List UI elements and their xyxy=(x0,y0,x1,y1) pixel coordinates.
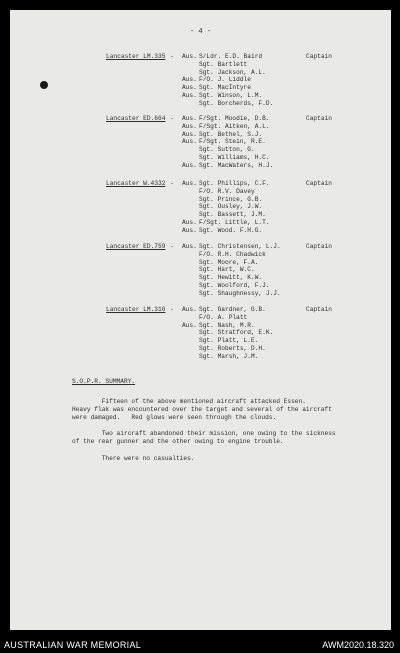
crew-member-name: Sgt. MacIntyre xyxy=(199,84,251,92)
crew-row xyxy=(106,243,366,251)
crew-member-name: Sgt. MacWaters, H.J. xyxy=(199,161,274,169)
crew-row xyxy=(106,282,366,290)
nationality: Aus. xyxy=(182,321,197,329)
crew-member-name: Sgt. Moore, F.A. xyxy=(199,258,259,266)
page-number: - 4 - xyxy=(189,28,211,36)
captain-label: Captain xyxy=(306,306,332,313)
crew-member-name: Sgt. Hart, W.C. xyxy=(199,266,255,274)
crew-row xyxy=(106,329,366,337)
captain-label: Captain xyxy=(306,243,332,250)
crew-row xyxy=(106,188,366,196)
crew-member-name: Sgt. Marsh, J.M. xyxy=(199,352,259,360)
crew-member-name: Sgt. Shaughnessy, J.J. xyxy=(199,289,281,297)
crew-block xyxy=(106,243,366,298)
crew-member-name: Sgt. Wood. F.H.G. xyxy=(199,226,263,234)
crew-row xyxy=(106,84,366,92)
aircraft-label: Lancaster ED.664 xyxy=(106,115,166,122)
punch-hole xyxy=(40,81,48,89)
crew-row xyxy=(106,227,366,235)
aircraft-label: Lancaster LM.316 xyxy=(106,306,166,313)
crew-member-name: F/O. R.H. Chadwick xyxy=(199,250,266,258)
crew-row xyxy=(106,337,366,345)
crew-block xyxy=(106,180,366,235)
aircraft-label: Lancaster ED.759 xyxy=(106,243,166,250)
crew-row xyxy=(106,211,366,219)
nationality: Aus. xyxy=(182,138,197,146)
nationality: Aus. xyxy=(182,218,197,226)
nationality: Aus. xyxy=(182,53,197,60)
crew-block xyxy=(106,115,366,170)
crew-member-name: Sgt. Nash, M.R. xyxy=(199,321,255,329)
crew-member-name: Sgt. Bassett, J.M. xyxy=(199,211,266,219)
crew-row xyxy=(106,92,366,100)
nationality: Aus. xyxy=(182,122,197,130)
crew-row xyxy=(106,274,366,282)
summary-paragraph-1: Fifteen of the above mentioned aircraft attacked Essen. Heavy flak was encountered over the target and several of the aircraft were damaged. Red glows were seen through the clouds. xyxy=(72,398,332,421)
crew-row xyxy=(106,76,366,84)
crew-member-name: Sgt. Prince, G.B. xyxy=(199,195,263,203)
crew-block xyxy=(106,53,366,108)
crew-row xyxy=(106,219,366,227)
nationality: Aus. xyxy=(182,91,197,99)
captain-label: Captain xyxy=(306,180,332,187)
crew-row xyxy=(106,53,366,61)
crew-row xyxy=(106,180,366,188)
crew-member-name: Sgt. Woolford, F.J. xyxy=(199,281,270,289)
nationality: Aus. xyxy=(182,180,197,187)
footer-institution: AUSTRALIAN WAR MEMORIAL xyxy=(4,640,142,650)
crew-row xyxy=(106,266,366,274)
summary-paragraph-2: Two aircraft abandoned their mission, one owing to the sickness of the rear gunner and the other owing to engine trouble. xyxy=(72,430,336,445)
crew-row xyxy=(106,290,366,298)
nationality: Aus. xyxy=(182,76,197,84)
crew-row xyxy=(106,306,366,314)
crew-member-name: Sgt. Stratford, E.K. xyxy=(199,329,274,337)
crew-member-name: Sgt. Bartlett xyxy=(199,60,248,68)
crew-member-name: Sgt. Roberts, D.H. xyxy=(199,344,266,352)
footer-accession-number: AWM2020.18.320 xyxy=(322,640,394,650)
nationality: Aus. xyxy=(182,130,197,138)
crew-member-name: Sgt. Gardner, G.B. xyxy=(199,306,266,313)
crew-row xyxy=(106,154,366,162)
crew-member-name: F/Sgt. Stein, R.E. xyxy=(199,138,266,146)
crew-member-name: Sgt. Bethel, S.J. xyxy=(199,130,263,138)
crew-row xyxy=(106,115,366,123)
dash: - xyxy=(170,306,174,313)
nationality: Aus. xyxy=(182,243,197,250)
crew-row xyxy=(106,353,366,361)
document-page xyxy=(10,10,391,630)
aircraft-label: Lancaster LM.335 xyxy=(106,53,166,60)
crew-member-name: Sgt. Williams, H.C. xyxy=(199,153,270,161)
crew-member-name: Sgt. Sutton, G. xyxy=(199,146,255,154)
dash: - xyxy=(170,115,174,122)
crew-row xyxy=(106,203,366,211)
nationality: Aus. xyxy=(182,226,197,234)
crew-member-name: Sgt. Winson, L.M. xyxy=(199,91,263,99)
crew-row xyxy=(106,251,366,259)
captain-label: Captain xyxy=(306,115,332,122)
crew-row xyxy=(106,146,366,154)
crew-member-name: F/Sgt. Little, L.T. xyxy=(199,218,270,226)
captain-label: Captain xyxy=(306,53,332,60)
dash: - xyxy=(170,53,174,60)
crew-row xyxy=(106,138,366,146)
dash: - xyxy=(170,243,174,250)
nationality: Aus. xyxy=(182,84,197,92)
crew-row xyxy=(106,61,366,69)
crew-member-name: Sgt. Christensen, L.J. xyxy=(199,243,281,250)
crew-row xyxy=(106,345,366,353)
crew-member-name: F/O. R.V. Davey xyxy=(199,187,255,195)
nationality: Aus. xyxy=(182,115,197,122)
crew-row xyxy=(106,259,366,267)
crew-member-name: Sgt. Ousley, J.W. xyxy=(199,203,263,211)
aircraft-label: Lancaster W.4332 xyxy=(106,180,166,187)
crew-row xyxy=(106,314,366,322)
crew-block xyxy=(106,306,366,361)
crew-member-name: Sgt. Platt, L.E. xyxy=(199,337,259,345)
crew-member-name: Sgt. Jackson, A.L. xyxy=(199,68,266,76)
crew-member-name: F/O. J. Liddle xyxy=(199,76,251,84)
crew-row xyxy=(106,162,366,170)
crew-row xyxy=(106,123,366,131)
summary-title: S.O.P.R. SUMMARY. xyxy=(72,378,136,385)
crew-member-name: F/Sgt. Moodie, D.B. xyxy=(199,115,270,122)
crew-row xyxy=(106,196,366,204)
crew-member-name: S/Ldr. E.D. Baird xyxy=(199,53,263,60)
summary-paragraph-3: There were no casualties. xyxy=(72,455,195,462)
crew-row xyxy=(106,322,366,330)
crew-member-name: Sgt. Borcherds, F.D. xyxy=(199,99,274,107)
crew-row xyxy=(106,100,366,108)
crew-row xyxy=(106,131,366,139)
nationality: Aus. xyxy=(182,306,197,313)
nationality: Aus. xyxy=(182,161,197,169)
crew-member-name: Sgt. Hewitt, K.W. xyxy=(199,274,263,282)
crew-member-name: F/Sgt. Aitken, A.L. xyxy=(199,122,270,130)
dash: - xyxy=(170,180,174,187)
crew-row xyxy=(106,69,366,77)
crew-member-name: F/O. A. Platt xyxy=(199,313,248,321)
crew-member-name: Sgt. Phillips, C.F. xyxy=(199,180,270,187)
